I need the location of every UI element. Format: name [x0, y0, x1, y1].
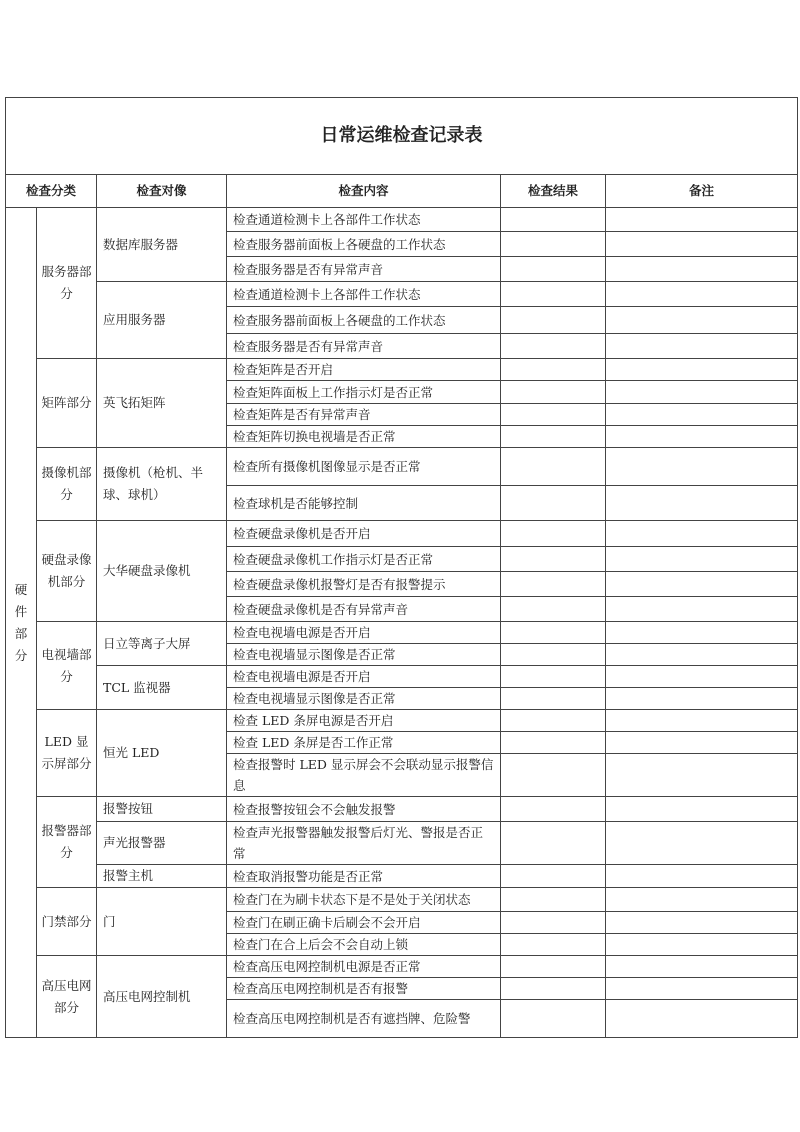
remark-cell[interactable] — [606, 754, 798, 797]
content-cell: 检查取消报警功能是否正常 — [227, 865, 501, 888]
object-cell: 门 — [97, 888, 227, 956]
result-cell[interactable] — [501, 934, 606, 956]
page-title: 日常运维检查记录表 — [6, 98, 798, 175]
content-cell: 检查通道检测卡上各部件工作状态 — [227, 282, 501, 307]
remark-cell[interactable] — [606, 865, 798, 888]
result-cell[interactable] — [501, 404, 606, 426]
top-category-label: 硬件部分 — [14, 581, 28, 663]
table-row — [6, 710, 798, 732]
category-cell: 服务器部分 — [37, 208, 97, 359]
result-cell[interactable] — [501, 547, 606, 572]
content-cell: 检查矩阵是否有异常声音 — [227, 404, 501, 426]
content-cell: 检查硬盘录像机工作指示灯是否正常 — [227, 547, 501, 572]
category-cell: 摄像机部分 — [37, 448, 97, 521]
content-cell: 检查通道检测卡上各部件工作状态 — [227, 208, 501, 232]
content-cell: 检查报警按钮会不会触发报警 — [227, 797, 501, 822]
result-cell[interactable] — [501, 426, 606, 448]
object-cell: 数据库服务器 — [97, 208, 227, 282]
object-cell: TCL 监视器 — [97, 666, 227, 710]
content-cell: 检查电视墙电源是否开启 — [227, 666, 501, 688]
remark-cell[interactable] — [606, 307, 798, 334]
result-cell[interactable] — [501, 282, 606, 307]
result-cell[interactable] — [501, 732, 606, 754]
remark-cell[interactable] — [606, 978, 798, 1000]
object-cell: 英飞拓矩阵 — [97, 359, 227, 448]
result-cell[interactable] — [501, 257, 606, 282]
table-row — [6, 888, 798, 912]
category-cell: 门禁部分 — [37, 888, 97, 956]
remark-cell[interactable] — [606, 381, 798, 404]
table-row — [6, 797, 798, 822]
table-row — [6, 208, 798, 232]
remark-cell[interactable] — [606, 666, 798, 688]
table-row — [6, 666, 798, 688]
table-row — [6, 956, 798, 978]
content-cell: 检查门在刷正确卡后刷会不会开启 — [227, 912, 501, 934]
content-cell: 检查硬盘录像机是否有异常声音 — [227, 597, 501, 622]
result-cell[interactable] — [501, 710, 606, 732]
result-cell[interactable] — [501, 912, 606, 934]
inspection-record-table — [5, 97, 798, 1038]
content-cell: 检查矩阵是否开启 — [227, 359, 501, 381]
content-cell: 检查矩阵切换电视墙是否正常 — [227, 426, 501, 448]
content-cell: 检查球机是否能够控制 — [227, 486, 501, 521]
content-cell: 检查服务器前面板上各硬盘的工作状态 — [227, 307, 501, 334]
result-cell[interactable] — [501, 644, 606, 666]
remark-cell[interactable] — [606, 257, 798, 282]
result-cell[interactable] — [501, 334, 606, 359]
result-cell[interactable] — [501, 666, 606, 688]
result-cell[interactable] — [501, 486, 606, 521]
content-cell: 检查高压电网控制机电源是否正常 — [227, 956, 501, 978]
content-cell: 检查声光报警器触发报警后灯光、警报是否正常 — [227, 822, 501, 865]
result-cell[interactable] — [501, 381, 606, 404]
content-cell: 检查硬盘录像机是否开启 — [227, 521, 501, 547]
header-result: 检查结果 — [501, 175, 606, 208]
category-cell: 高压电网部分 — [37, 956, 97, 1038]
result-cell[interactable] — [501, 307, 606, 334]
remark-cell[interactable] — [606, 710, 798, 732]
category-cell: 报警器部分 — [37, 797, 97, 888]
remark-cell[interactable] — [606, 888, 798, 912]
remark-cell[interactable] — [606, 644, 798, 666]
remark-cell[interactable] — [606, 521, 798, 547]
remark-cell[interactable] — [606, 208, 798, 232]
top-category-cell — [6, 208, 37, 1038]
header-row — [6, 175, 798, 208]
remark-cell[interactable] — [606, 448, 798, 486]
remark-cell[interactable] — [606, 232, 798, 257]
table-row — [6, 282, 798, 307]
content-cell: 检查门在为刷卡状态下是不是处于关闭状态 — [227, 888, 501, 912]
category-cell: LED 显示屏部分 — [37, 710, 97, 797]
content-cell: 检查高压电网控制机是否有遮挡牌、危险警 — [227, 1000, 501, 1038]
content-cell: 检查 LED 条屏电源是否开启 — [227, 710, 501, 732]
result-cell[interactable] — [501, 359, 606, 381]
content-cell: 检查服务器是否有异常声音 — [227, 257, 501, 282]
result-cell[interactable] — [501, 572, 606, 597]
header-object: 检查对像 — [97, 175, 227, 208]
result-cell[interactable] — [501, 622, 606, 644]
remark-cell[interactable] — [606, 486, 798, 521]
header-remark: 备注 — [606, 175, 798, 208]
content-cell: 检查电视墙电源是否开启 — [227, 622, 501, 644]
remark-cell[interactable] — [606, 1000, 798, 1038]
table-row — [6, 359, 798, 381]
remark-cell[interactable] — [606, 934, 798, 956]
content-cell: 检查服务器是否有异常声音 — [227, 334, 501, 359]
content-cell: 检查所有摄像机图像显示是否正常 — [227, 448, 501, 486]
title-row — [6, 98, 798, 175]
remark-cell[interactable] — [606, 797, 798, 822]
object-cell: 摄像机（枪机、半球、球机） — [97, 448, 227, 521]
header-content: 检查内容 — [227, 175, 501, 208]
category-cell: 矩阵部分 — [37, 359, 97, 448]
table-row — [6, 521, 798, 547]
content-cell: 检查电视墙显示图像是否正常 — [227, 644, 501, 666]
remark-cell[interactable] — [606, 359, 798, 381]
category-cell: 硬盘录像机部分 — [37, 521, 97, 622]
result-cell[interactable] — [501, 797, 606, 822]
content-cell: 检查电视墙显示图像是否正常 — [227, 688, 501, 710]
table-row — [6, 865, 798, 888]
content-cell: 检查矩阵面板上工作指示灯是否正常 — [227, 381, 501, 404]
result-cell[interactable] — [501, 597, 606, 622]
result-cell[interactable] — [501, 521, 606, 547]
remark-cell[interactable] — [606, 426, 798, 448]
remark-cell[interactable] — [606, 572, 798, 597]
remark-cell[interactable] — [606, 912, 798, 934]
object-cell: 声光报警器 — [97, 822, 227, 865]
object-cell: 恒光 LED — [97, 710, 227, 797]
remark-cell[interactable] — [606, 956, 798, 978]
content-cell: 检查门在合上后会不会自动上锁 — [227, 934, 501, 956]
table-row — [6, 448, 798, 486]
result-cell[interactable] — [501, 865, 606, 888]
content-cell: 检查高压电网控制机是否有报警 — [227, 978, 501, 1000]
result-cell[interactable] — [501, 208, 606, 232]
result-cell[interactable] — [501, 688, 606, 710]
header-category: 检查分类 — [6, 175, 97, 208]
remark-cell[interactable] — [606, 732, 798, 754]
content-cell: 检查服务器前面板上各硬盘的工作状态 — [227, 232, 501, 257]
result-cell[interactable] — [501, 822, 606, 865]
remark-cell[interactable] — [606, 597, 798, 622]
result-cell[interactable] — [501, 754, 606, 797]
remark-cell[interactable] — [606, 622, 798, 644]
object-cell: 报警按钮 — [97, 797, 227, 822]
object-cell: 日立等离子大屏 — [97, 622, 227, 666]
remark-cell[interactable] — [606, 404, 798, 426]
object-cell: 报警主机 — [97, 865, 227, 888]
result-cell[interactable] — [501, 1000, 606, 1038]
object-cell: 应用服务器 — [97, 282, 227, 359]
table-row — [6, 622, 798, 644]
remark-cell[interactable] — [606, 688, 798, 710]
remark-cell[interactable] — [606, 282, 798, 307]
remark-cell[interactable] — [606, 334, 798, 359]
category-cell: 电视墙部分 — [37, 622, 97, 710]
result-cell[interactable] — [501, 888, 606, 912]
remark-cell[interactable] — [606, 547, 798, 572]
result-cell[interactable] — [501, 232, 606, 257]
result-cell[interactable] — [501, 978, 606, 1000]
content-cell: 检查 LED 条屏是否工作正常 — [227, 732, 501, 754]
table-row — [6, 822, 798, 865]
object-cell: 高压电网控制机 — [97, 956, 227, 1038]
content-cell: 检查硬盘录像机报警灯是否有报警提示 — [227, 572, 501, 597]
result-cell[interactable] — [501, 448, 606, 486]
content-cell: 检查报警时 LED 显示屏会不会联动显示报警信息 — [227, 754, 501, 797]
object-cell: 大华硬盘录像机 — [97, 521, 227, 622]
remark-cell[interactable] — [606, 822, 798, 865]
result-cell[interactable] — [501, 956, 606, 978]
